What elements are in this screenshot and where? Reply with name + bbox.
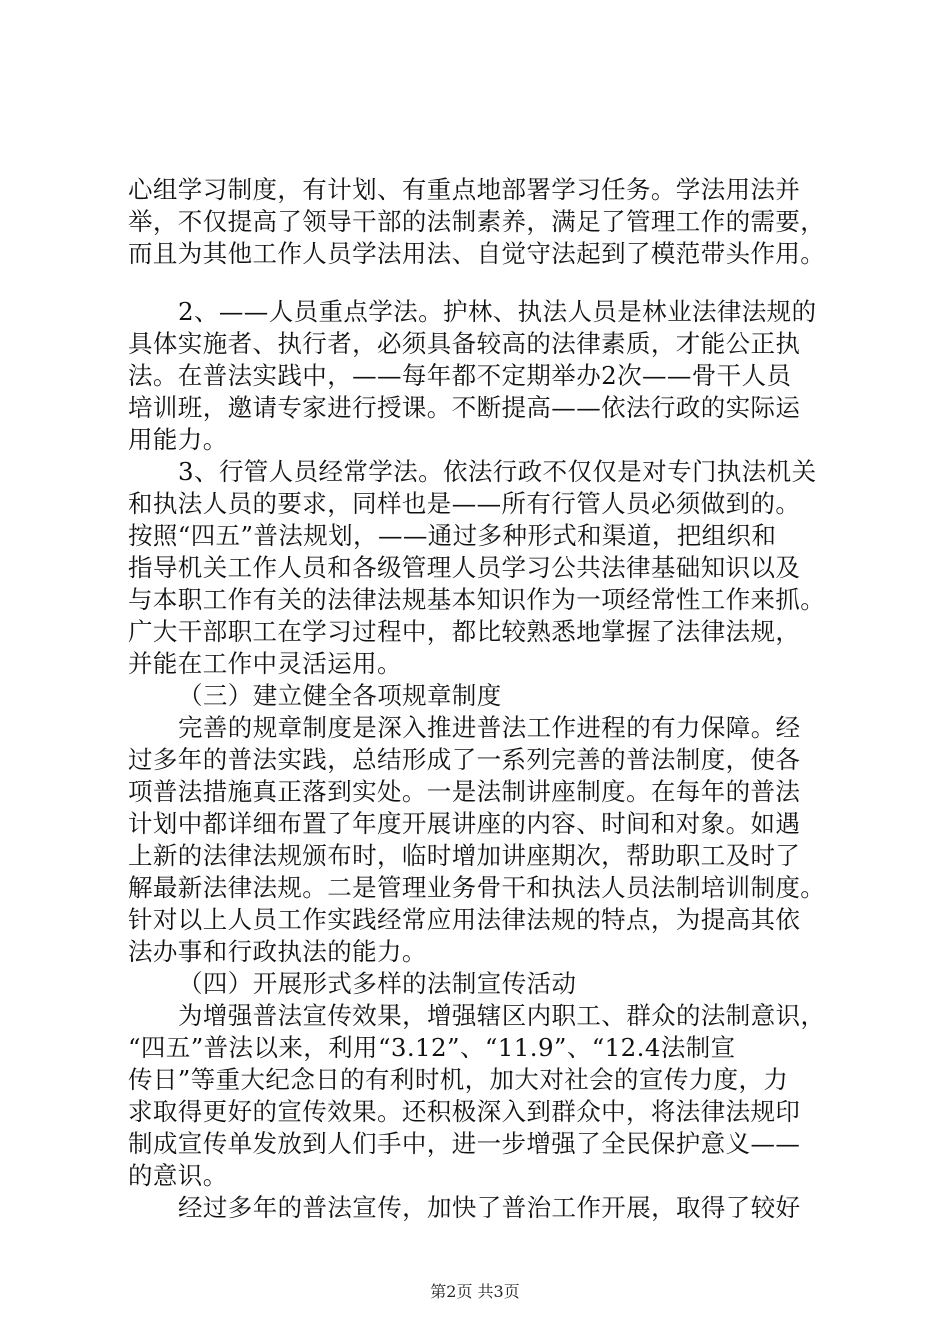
- text-line: 制成宣传单发放到人们手中，进一步增强了全民保护意义——: [128, 1129, 801, 1158]
- text-line: 经过多年的普法宣传，加快了普治工作开展，取得了较好: [178, 1193, 801, 1222]
- text-line: 为增强普法宣传效果，增强辖区内职工、群众的法制意识，: [178, 1001, 826, 1030]
- text-line: 按照“四五”普法规划，——通过多种形式和渠道，把组织和: [128, 521, 777, 550]
- text-line: 和执法人员的要求，同样也是——所有行管人员必须做到的。: [128, 489, 801, 518]
- text-line: 与本职工作有关的法律法规基本知识作为一项经常性工作来抓。: [128, 585, 826, 614]
- text-line: 求取得更好的宣传效果。还积极深入到群众中，将法律法规印: [128, 1097, 801, 1126]
- text-line: 计划中都详细布置了年度开展讲座的内容、时间和对象。如遇: [128, 809, 801, 838]
- text-line: “四五”普法以来，利用“3.12”、“11.9”、“12.4法制宣: [128, 1033, 736, 1062]
- text-line: 并能在工作中灵活运用。: [128, 649, 402, 678]
- text-line: 完善的规章制度是深入推进普法工作进程的有力保障。经: [178, 713, 801, 742]
- text-line: 2、——人员重点学法。护林、执法人员是林业法律法规的: [178, 297, 817, 326]
- page-number-footer: 第2页 共3页: [430, 1282, 520, 1301]
- text-line: 举，不仅提高了领导干部的法制素养，满足了管理工作的需要，: [128, 207, 826, 236]
- text-line: 培训班，邀请专家进行授课。不断提高——依法行政的实际运: [128, 393, 801, 422]
- text-line: 上新的法律法规颁布时，临时增加讲座期次，帮助职工及时了: [128, 841, 801, 870]
- section-heading: （三）建立健全各项规章制度: [178, 681, 502, 710]
- text-line: 指导机关工作人员和各级管理人员学习公共法律基础知识以及: [128, 553, 801, 582]
- text-line: 法办事和行政执法的能力。: [128, 937, 427, 966]
- text-line: 传日”等重大纪念日的有利时机，加大对社会的宣传力度，力: [128, 1065, 789, 1094]
- text-line: 针对以上人员工作实践经常应用法律法规的特点，为提高其依: [128, 905, 801, 934]
- text-line: 项普法措施真正落到实处。一是法制讲座制度。在每年的普法: [128, 777, 801, 806]
- text-line: 法。在普法实践中，——每年都不定期举办2次——骨干人员: [128, 361, 792, 390]
- text-line: 用能力。: [128, 425, 228, 454]
- section-heading: （四）开展形式多样的法制宣传活动: [178, 969, 577, 998]
- text-line: 3、行管人员经常学法。依法行政不仅仅是对专门执法机关: [178, 457, 817, 486]
- text-line: 而且为其他工作人员学法用法、自觉守法起到了模范带头作用。: [128, 239, 826, 268]
- text-line: 过多年的普法实践，总结形成了一系列完善的普法制度，使各: [128, 745, 801, 774]
- text-line: 的意识。: [128, 1161, 228, 1190]
- text-line: 心组学习制度，有计划、有重点地部署学习任务。学法用法并: [128, 175, 801, 204]
- text-line: 解最新法律法规。二是管理业务骨干和执法人员法制培训制度。: [128, 873, 826, 902]
- text-line: 具体实施者、执行者，必须具备较高的法律素质，才能公正执: [128, 329, 801, 358]
- text-line: 广大干部职工在学习过程中，都比较熟悉地掌握了法律法规，: [128, 617, 801, 646]
